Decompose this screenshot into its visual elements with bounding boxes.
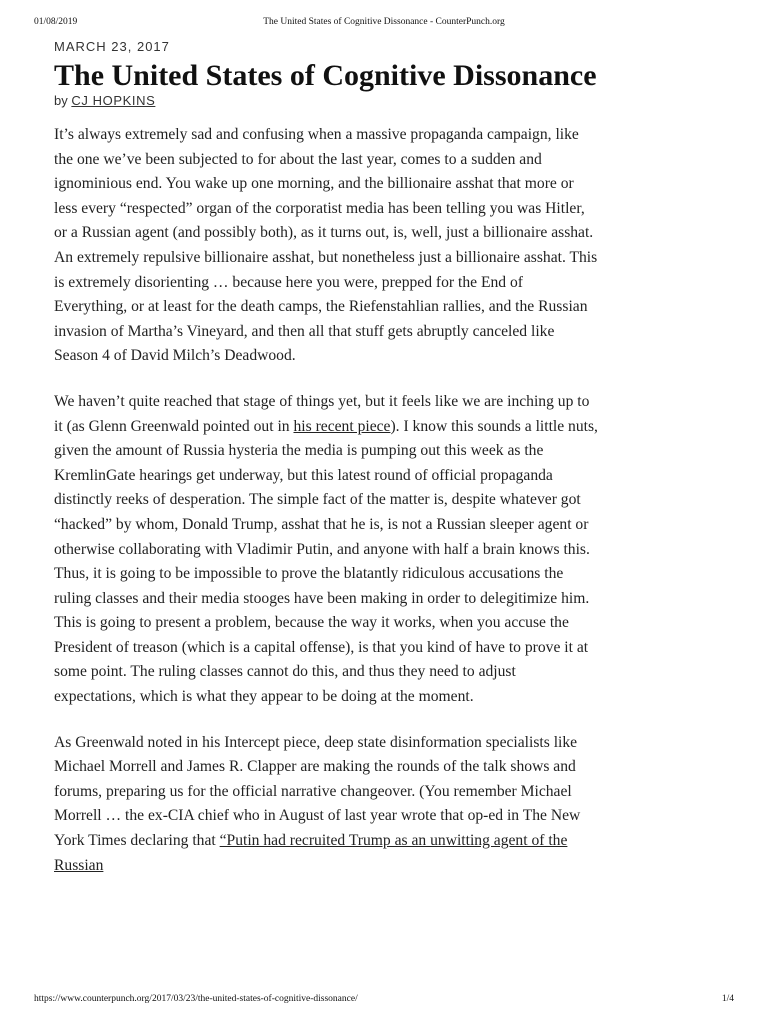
print-url: https://www.counterpunch.org/2017/03/23/the-united-states-of-cognitive-dissonance/ bbox=[34, 994, 358, 1004]
print-header bbox=[34, 17, 734, 29]
paragraph-3 bbox=[54, 731, 599, 879]
recent-piece-link[interactable]: his recent piece bbox=[293, 417, 391, 435]
article bbox=[54, 38, 599, 899]
print-date: 01/08/2019 bbox=[34, 17, 78, 27]
author-link[interactable]: CJ HOPKINS bbox=[71, 93, 156, 108]
print-page-title: The United States of Cognitive Dissonance - CounterPunch.org bbox=[263, 17, 505, 27]
paragraph-2 bbox=[54, 390, 599, 710]
article-title: The United States of Cognitive Dissonance bbox=[54, 59, 597, 92]
paragraph-2-text-before: We haven’t quite reached that stage of things yet, but it feels like we are inching up to it (as Glenn Greenwald pointed out in bbox=[54, 392, 590, 435]
putin-recruited-trump-link[interactable]: “Putin had recruited Trump as an unwitting agent of the Russian bbox=[54, 832, 568, 874]
byline bbox=[54, 92, 599, 110]
print-footer bbox=[34, 994, 734, 1006]
paragraph-3-text-before: As Greenwald noted in his Intercept piece, deep state disinformation specialists like Michael Morrell and James R. Clapper are making the rounds of the talk shows and forums, preparing us for the official narrative changeover. (You remember Michael Morrell … the ex-CIA chief who in August of last year wrote that op-ed in The New York Times declaring that bbox=[54, 733, 581, 850]
article-date: MARCH 23, 2017 bbox=[54, 39, 170, 54]
byline-prefix: by bbox=[54, 93, 68, 108]
article-body bbox=[54, 123, 599, 878]
paragraph-2-text-after: ). I know this sounds a little nuts, given the amount of Russia hysteria the media is pumping out this week as the KremlinGate hearings get underway, but this latest round of official propaganda distinctly reeks of desperation. The simple fact of the matter is, despite whatever got “hacked” by whom, Donald Trump, asshat that he is, is not a Russian sleeper agent or otherwise collaborating with Vladimir Putin, and anyone with half a brain knows this. Thus, it is going to be impossible to prove the blatantly ridiculous accusations the ruling classes and their media stooges have been making in order to delegitimize him. This is going to present a problem, because the way it works, when you accuse the President of treason (which is a capital offense), is that you kind of have to prove it at some point. The ruling classes cannot do this, and thus they need to adjust expectations, which is what they appear to be doing at the moment. bbox=[54, 417, 598, 706]
page-number: 1/4 bbox=[721, 994, 734, 1004]
paragraph-1: It’s always extremely sad and confusing when a massive propaganda campaign, like the one we’ve been subjected to for about the last year, comes to a sudden and ignominious end. You wake up one morning, and the billionaire asshat that more or less every “respected” organ of the corporatist media has been telling you was Hitler, or a Russian agent (and possibly both), as it turns out, is, well, just a billionaire asshat. An extremely repulsive billionaire asshat, but nonetheless just a billionaire asshat. This is extremely disorienting … because here you were, prepped for the End of Everything, or at least for the death camps, the Riefenstahlian rallies, and the Russian invasion of Martha’s Vineyard, and then all that stuff gets abruptly canceled like Season 4 of David Milch’s Deadwood. bbox=[54, 126, 598, 365]
